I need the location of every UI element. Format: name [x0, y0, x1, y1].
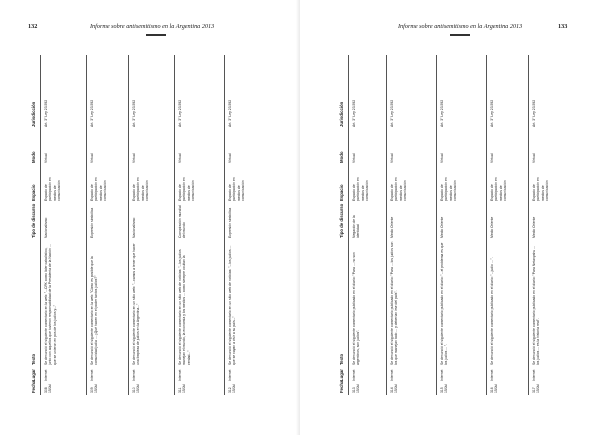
cell-modo: Virtual: [90, 153, 94, 163]
cell-espacio: Espacio de participación en medios de comunicación: [440, 177, 457, 201]
incident-table-right: [336, 55, 573, 395]
running-title-left: Informe sobre antisemitismo en la Argentina 2013: [90, 23, 215, 30]
incident-table-left: [28, 55, 265, 395]
col-lugar: Lugar: [31, 369, 36, 381]
col-modo: Modo: [31, 151, 36, 163]
cell-texto: Se denunció el siguiente comentario publicado en el diario: "...el problema es que los judíos ... ".: [440, 242, 449, 365]
cell-espacio: Espacio de participación en medios de comunicación: [132, 177, 149, 201]
col-tipo: Tipo de discurso: [31, 203, 36, 238]
header-divider: [348, 55, 349, 395]
cell-texto: Se denunció el siguiente comentario en un sitio web de noticias: "...los judíos ... que se vayan a vivir a su país...": [228, 245, 237, 365]
cell-texto: Se denunció el siguiente comentario en un sitio web de noticias: "...los judíos manejan el mundo, la economía y los medios ... como siempre ocultan la verdad...": [178, 249, 191, 365]
col-texto: Texto: [31, 353, 36, 365]
cell-lugar: Internet: [390, 369, 394, 381]
cell-lugar: Internet: [178, 369, 182, 381]
cell-espacio: Espacio de participación en medios de comunicación: [90, 177, 107, 201]
cell-espacio: Espacio de participación en medios de comunicación: [44, 177, 61, 201]
cell-fecha: 308 15/Jul: [44, 383, 53, 393]
cell-modo: Virtual: [390, 153, 394, 163]
cell-modo: Virtual: [532, 153, 536, 163]
cell-fecha: 312 15/Jul: [228, 383, 237, 393]
cell-fecha: 311 15/Jul: [178, 383, 187, 393]
cell-espacio: Espacio de participación en medios de comunicación: [490, 177, 507, 201]
cell-texto: Se denunció el siguiente comentario publicado en el diario: "Para ... los judíos son los que manejan todo ... y deberían irse del país".: [390, 241, 399, 365]
cell-tipo: Medio Oriente: [390, 216, 394, 238]
cell-fecha: 317 15/Jul: [532, 383, 541, 393]
cell-juris: Art. 3° Ley 23.592: [440, 99, 444, 127]
row-divider: [224, 55, 225, 395]
cell-modo: Virtual: [132, 153, 136, 163]
cell-juris: Art. 3° Ley 23.592: [228, 99, 232, 127]
cell-espacio: Espacio de participación en medios de comunicación: [532, 177, 549, 201]
row-divider: [86, 55, 87, 395]
header-rule-left: [146, 34, 166, 36]
cell-modo: Virtual: [178, 153, 182, 163]
cell-texto: Se denunció el siguiente comentario publicado en el diario: "Para ... no son argentinos, son judíos".: [352, 252, 361, 365]
cell-juris: Art. 3° Ley 23.592: [490, 99, 494, 127]
cell-texto: Se denunció el siguiente comentario publicado en el diario: "...judío ... ".: [490, 257, 494, 365]
cell-modo: Virtual: [44, 153, 48, 163]
col-espacio: Espacio: [31, 184, 36, 201]
cell-texto: Se denunció el siguiente comentario publicado en el diario: "Para Netanyahu ... los judíos ... es la historia real".: [532, 245, 541, 365]
cell-texto: Se denunció el siguiente comentario en un sitio web: "...vamos a tener que hacer una limpieza de judíos en la Argentina...": [132, 243, 141, 365]
col-juris: Jurisdicción: [31, 101, 36, 127]
cell-espacio: Espacio de participación en medios de comunicación: [390, 177, 407, 201]
column-headers: [31, 55, 39, 395]
cell-fecha: 309 15/Jul: [90, 383, 99, 393]
row-divider: [386, 55, 387, 395]
col-tipo: Tipo de discurso: [339, 203, 344, 238]
cell-modo: Virtual: [490, 153, 494, 163]
cell-espacio: Espacio de participación en medios de comunicación: [352, 177, 369, 201]
cell-modo: Virtual: [228, 153, 232, 163]
cell-tipo: Nacionalismo: [44, 217, 48, 238]
cell-lugar: Internet: [440, 369, 444, 381]
cell-texto: Se denunció el siguiente comentario en la web: "...CFK como líder cabalístico, junto con aquellos que tuvieron responsabilidad de la Presidenta de la Nación ... que se unieron en pos de los judíos y...": [44, 244, 57, 365]
cell-tipo: Conspiración mundial del mundo: [178, 205, 187, 238]
cell-juris: Art. 3° Ley 23.592: [44, 99, 48, 127]
right-page: [300, 0, 600, 435]
col-espacio: Espacio: [339, 184, 344, 201]
col-texto: Texto: [339, 353, 344, 365]
cell-juris: Art. 3° Ley 23.592: [390, 99, 394, 127]
cell-lugar: Internet: [352, 369, 356, 381]
cell-tipo: Expresión simbólica: [228, 207, 232, 238]
column-headers: [339, 55, 347, 395]
col-modo: Modo: [339, 151, 344, 163]
row-divider: [528, 55, 529, 395]
cell-juris: Art. 3° Ley 23.592: [132, 99, 136, 127]
cell-lugar: Internet: [132, 369, 136, 381]
cell-lugar: Internet: [532, 369, 536, 381]
cell-espacio: Espacio de participación en medios de comunicación: [228, 177, 245, 201]
header-rule-right: [450, 34, 470, 36]
cell-lugar: Internet: [44, 369, 48, 381]
row-divider: [486, 55, 487, 395]
cell-juris: Art. 3° Ley 23.592: [532, 99, 536, 127]
cell-tipo: Medio Oriente: [490, 216, 494, 238]
cell-tipo: Negación de la identidad: [352, 215, 361, 238]
row-divider: [174, 55, 175, 395]
cell-fecha: 315 15/Jul: [440, 383, 449, 393]
cell-espacio: Espacio de participación en medios de comunicación: [178, 177, 195, 201]
cell-tipo: Medio Oriente: [440, 216, 444, 238]
cell-juris: Art. 3° Ley 23.592: [90, 99, 94, 127]
cell-juris: Art. 3° Ley 23.592: [178, 99, 182, 127]
cell-lugar: Internet: [90, 369, 94, 381]
header-divider: [40, 55, 41, 395]
cell-tipo: Medio Oriente: [532, 216, 536, 238]
cell-fecha: 316 15/Jul: [490, 383, 499, 393]
page-number-left: 132: [28, 23, 38, 30]
page-number-right: 133: [558, 23, 568, 30]
cell-lugar: Internet: [228, 369, 232, 381]
row-divider: [128, 55, 129, 395]
cell-tipo: Expresión simbólica: [90, 207, 94, 238]
cell-modo: Virtual: [352, 153, 356, 163]
cell-tipo: Nacionalismo: [132, 217, 136, 238]
running-title-right: Informe sobre antisemitismo en la Argentina 2013: [398, 23, 523, 30]
cell-lugar: Internet: [490, 369, 494, 381]
cell-fecha: 313 15/Jul: [352, 383, 361, 393]
row-divider: [436, 55, 437, 395]
cell-texto: Se denunció el siguiente comentario en la web: "Cómo es posible que la comunidad judía ... ¿Qué hacen en el poder tantos judíos?": [90, 256, 99, 365]
col-juris: Jurisdicción: [339, 101, 344, 127]
cell-modo: Virtual: [440, 153, 444, 163]
col-fecha: Fecha: [339, 380, 344, 393]
cell-fecha: 314 15/Jul: [390, 383, 399, 393]
col-fecha: Fecha: [31, 380, 36, 393]
col-lugar: Lugar: [339, 369, 344, 381]
cell-juris: Art. 3° Ley 23.592: [352, 99, 356, 127]
cell-fecha: 310 15/Jul: [132, 383, 141, 393]
